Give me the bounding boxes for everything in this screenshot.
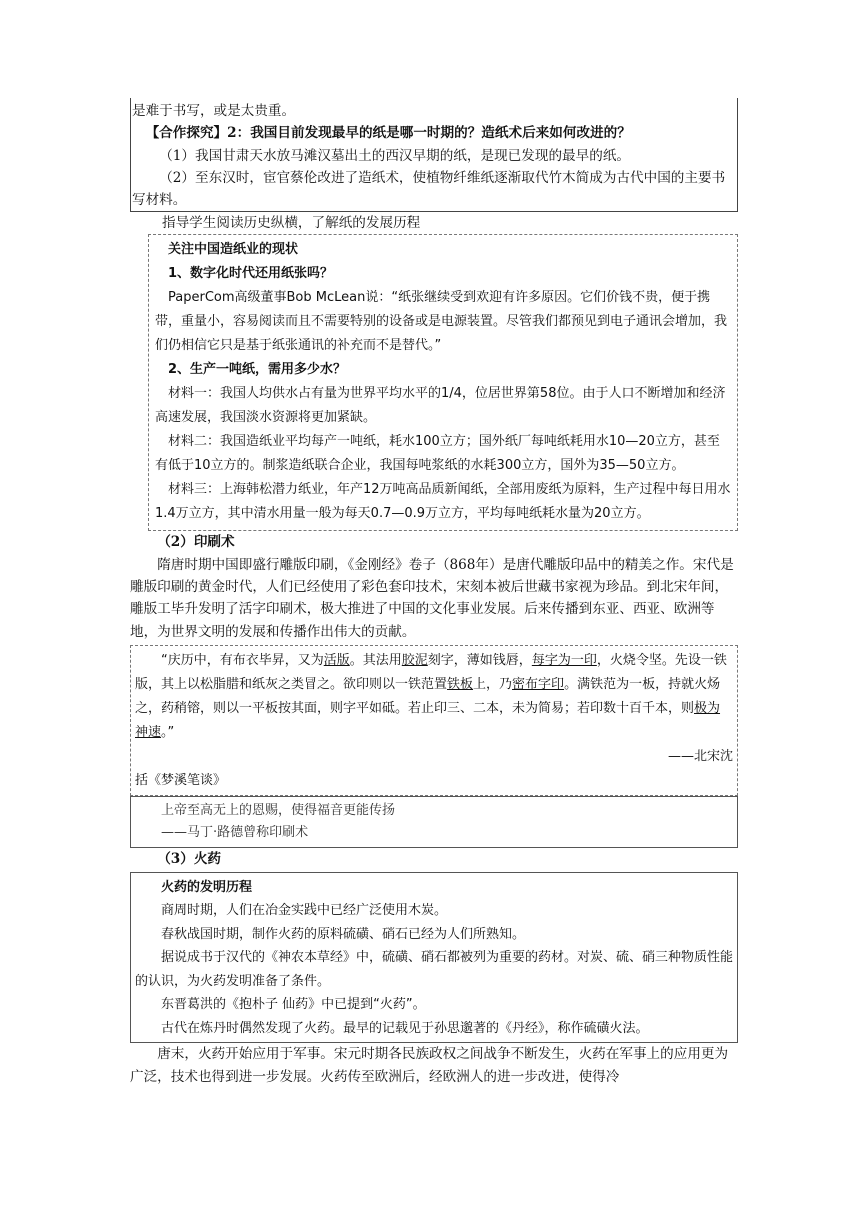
luther-quote-box xyxy=(130,796,738,848)
gunpowder-history-box xyxy=(130,872,738,1044)
history-item: 东晋葛洪的《抱朴子 仙药》中已提到“火药”。 xyxy=(161,997,426,1013)
history-item: 商周时期，人们在冶金实践中已经广泛使用木炭。 xyxy=(161,903,448,919)
quote-source-cont: 括《梦溪笔谈》 xyxy=(135,772,227,788)
teaching-guide: 指导学生阅读历史纵横，了解纸的发展历程 xyxy=(162,215,421,232)
question-2: 2、生产一吨纸，需用多少水？ xyxy=(168,362,347,378)
cooperative-inquiry-box xyxy=(130,98,738,212)
gunpowder-heading: （3）火药 xyxy=(157,850,222,867)
gunpowder-paragraph: 唐末，火药开始应用于军事。宋元时期各民族政权之间战争不断发生，火药在军事上的应用更为广泛，技术也得到进一步发展。火药传至欧洲后，经欧洲人的进一步改进，使得冷 xyxy=(130,1046,729,1085)
box-title: 火药的发明历程 xyxy=(161,879,253,895)
answer-2: （2）至东汉时，宦官蔡伦改进了造纸术，使植物纤维纸逐渐取代竹木简成为古代中国的主要书写材料。 xyxy=(132,169,726,209)
printing-heading: （2）印刷术 xyxy=(157,534,235,551)
paper-industry-box xyxy=(148,234,738,531)
material-2: 材料二：我国造纸业平均每产一吨纸，耗水100立方；国外纸厂每吨纸耗用水10—20立方，甚至有低于10立方的。制浆造纸联合企业，我国每吨浆纸的水耗300立方，国外为35—50立方。 xyxy=(155,434,720,474)
inquiry-question: 【合作探究】2：我国目前发现最早的纸是哪一时期的？造纸术后来如何改进的？ xyxy=(145,125,631,142)
history-item: 据说成书于汉代的《神农本草经》中，硫磺、硝石都被列为重要的药材。对炭、硫、硝三种物质性能的认识，为火药发明准备了条件。 xyxy=(135,950,734,989)
material-3: 材料三：上海韩松潜力纸业，年产12万吨高品质新闻纸，全部用废纸为原料，生产过程中每日用水1.4万立方，其中清水用量一般为每天0.7—0.9万立方，平均每吨纸耗水量为20立方。 xyxy=(155,482,731,522)
question-1-text: PaperCom高级董事Bob McLean说：“纸张继续受到欢迎有许多原因。它们价钱不贵，便于携带，重量小，容易阅读而且不需要特别的设备或是电源装置。尽管我们都预见到电子通讯会增加，我们仍相信它只是基于纸张通讯的补充而不是替代。” xyxy=(155,290,728,354)
quote-source: ——北宋沈 xyxy=(667,748,733,764)
answer-1: （1）我国甘肃天水放马滩汉墓出土的西汉早期的纸，是现已发现的最早的纸。 xyxy=(159,147,631,164)
question-1: 1、数字化时代还用纸张吗？ xyxy=(168,266,334,282)
history-item: 古代在炼丹时偶然发现了火药。最早的记载见于孙思邈著的《丹经》，称作硫磺火法。 xyxy=(161,1020,649,1036)
box-title: 关注中国造纸业的现状 xyxy=(168,242,299,258)
luther-attribution: ——马丁·路德曾称印刷术 xyxy=(161,825,309,841)
luther-quote: 上帝至高无上的恩赐，使得福音更能传扬 xyxy=(161,802,396,818)
document-page xyxy=(130,98,738,1088)
history-item: 春秋战国时期，制作火药的原料硫磺、硝石已经为人们所熟知。 xyxy=(161,926,526,942)
mengxi-quote-box xyxy=(130,645,738,796)
text-line: 是难于书写，或是太贵重。 xyxy=(132,103,296,119)
quote-text: “庆历中，有布衣毕昇，又为活版。其法用胶泥刻字，薄如钱唇，每字为一印，火烧令坚。先设一铁版，其上以松脂腊和纸灰之类冒之。欲印则以一铁范置铁板上，乃密布字印。满铁范为一板，持就火炀之，药稍镕，则以一平板按其面，则字平如砥。若止印三、二本，未为简易；若印数十百千本，则极为神速。” xyxy=(135,652,727,740)
printing-paragraph: 隋唐时期中国即盛行雕版印刷，《金刚经》卷子（868年）是唐代雕版印品中的精美之作。宋代是雕版印刷的黄金时代，人们已经使用了彩色套印技术，宋刻本被后世藏书家视为珍品。到北宋年间，雕版工毕升发明了活字印刷术，极大推进了中国的文化事业发展。后来传播到东亚、西亚、欧洲等地，为世界文明的发展和传播作出伟大的贡献。 xyxy=(130,556,734,640)
material-1: 材料一：我国人均供水占有量为世界平均水平的1/4，位居世界第58位。由于人口不断增加和经济高速发展，我国淡水资源将更加紧缺。 xyxy=(155,386,726,426)
